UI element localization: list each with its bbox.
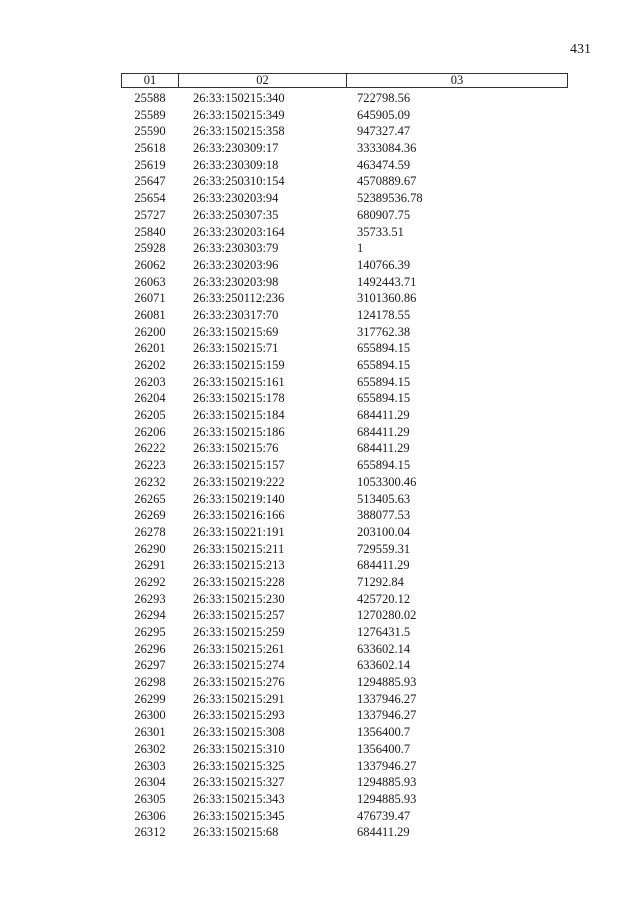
- table-cell-02: 26:33:150215:211: [193, 541, 285, 556]
- table-cell-01: 26295: [134, 625, 166, 639]
- table-cell-02: 26:33:150215:230: [193, 591, 285, 606]
- table-cell-01: 25619: [134, 157, 166, 172]
- table-cell-03: 425720.12: [357, 591, 411, 606]
- table-cell-02: 26:33:150215:71: [193, 341, 279, 356]
- table-cell-03: 463474.59: [357, 157, 411, 172]
- table-cell-03: 513405.63: [357, 491, 411, 506]
- table-row: [121, 407, 568, 424]
- table-cell-02: 26:33:150215:310: [193, 741, 285, 756]
- table-cell-02: 26:33:230303:79: [193, 241, 279, 256]
- table-cell-03: 1276431.5: [357, 625, 411, 639]
- table-cell-02: 26:33:150221:191: [193, 524, 285, 539]
- table-cell-03: 633602.14: [357, 641, 411, 656]
- table-row: [121, 457, 568, 474]
- table-cell-02: 26:33:150215:293: [193, 708, 285, 723]
- table-row: [121, 157, 568, 174]
- table-cell-03: 388077.53: [357, 508, 411, 523]
- table-cell-02: 26:33:150215:257: [193, 608, 285, 623]
- table-cell-03: 317762.38: [357, 324, 411, 339]
- table-cell-02: 26:33:150215:68: [193, 825, 279, 840]
- table-row: [121, 791, 568, 808]
- table-cell-01: 25590: [134, 124, 166, 139]
- table-row: [121, 657, 568, 674]
- table-cell-02: 26:33:150215:343: [193, 791, 285, 806]
- table-row: [121, 674, 568, 691]
- table-row: [121, 290, 568, 307]
- table-cell-03: 684411.29: [357, 441, 410, 456]
- table-cell-02: 26:33:150215:161: [193, 374, 285, 389]
- table-cell-02: 26:33:230203:98: [193, 274, 279, 289]
- table-cell-03: 655894.15: [357, 341, 411, 356]
- table-cell-03: 1337946.27: [357, 708, 417, 723]
- table-header: [121, 73, 568, 88]
- table-cell-03: 1270280.02: [357, 608, 417, 623]
- table-cell-02: 26:33:150215:345: [193, 808, 285, 823]
- table-row: [121, 758, 568, 775]
- table-cell-03: 645905.09: [357, 107, 411, 122]
- table-cell-02: 26:33:150215:228: [193, 574, 285, 589]
- table-cell-01: 26062: [134, 257, 166, 272]
- table-cell-01: 26200: [134, 324, 166, 339]
- table-row: [121, 624, 568, 641]
- table-cell-01: 26292: [134, 574, 166, 589]
- table-cell-02: 26:33:150215:184: [193, 408, 285, 423]
- table-cell-02: 26:33:250310:154: [193, 174, 285, 189]
- table-row: [121, 424, 568, 441]
- table-row: [121, 808, 568, 825]
- table-row: [121, 557, 568, 574]
- table-cell-02: 26:33:150215:340: [193, 91, 285, 105]
- column-header-03: 03: [450, 73, 464, 87]
- table-cell-01: 26202: [134, 358, 166, 372]
- table-cell-02: 26:33:150215:274: [193, 658, 285, 673]
- table-cell-02: 26:33:150215:259: [193, 625, 285, 639]
- table-cell-01: 25618: [134, 141, 166, 156]
- table-row: [121, 224, 568, 241]
- table-row: [121, 190, 568, 207]
- table-body: [121, 90, 568, 841]
- table-cell-02: 26:33:150215:327: [193, 775, 285, 790]
- table-row: [121, 541, 568, 558]
- table-cell-03: 124178.55: [357, 307, 411, 322]
- table-cell-02: 26:33:150215:186: [193, 424, 285, 439]
- table-cell-01: 25928: [134, 241, 166, 256]
- table-cell-01: 26300: [134, 708, 166, 723]
- table-cell-01: 26203: [134, 374, 166, 389]
- table-cell-01: 26232: [134, 474, 166, 489]
- table-cell-03: 35733.51: [357, 224, 404, 239]
- table-cell-02: 26:33:230203:94: [193, 191, 279, 206]
- table-row: [121, 140, 568, 157]
- table-cell-01: 26293: [134, 591, 166, 606]
- table-cell-03: 1294885.93: [357, 675, 417, 690]
- table-row: [121, 207, 568, 224]
- table-row: [121, 274, 568, 291]
- table-row: [121, 324, 568, 341]
- table-cell-01: 26296: [134, 641, 166, 656]
- table-cell-02: 26:33:250112:236: [193, 291, 285, 306]
- table-cell-02: 26:33:150215:76: [193, 441, 279, 456]
- table-cell-03: 655894.15: [357, 374, 411, 389]
- table-row: [121, 440, 568, 457]
- table-cell-01: 26294: [134, 608, 166, 623]
- table-row: [121, 123, 568, 140]
- table-cell-03: 4570889.67: [357, 174, 417, 189]
- table-cell-01: 25588: [134, 91, 166, 105]
- table-cell-03: 1356400.7: [357, 725, 411, 740]
- table-cell-03: 1492443.71: [357, 274, 417, 289]
- table-cell-02: 26:33:150219:140: [193, 491, 285, 506]
- table-cell-01: 25589: [134, 107, 166, 122]
- table-cell-02: 26:33:250307:35: [193, 207, 279, 222]
- table-row: [121, 574, 568, 591]
- table-cell-03: 1: [357, 241, 364, 256]
- table-cell-03: 3101360.86: [357, 291, 417, 306]
- table-cell-02: 26:33:150215:276: [193, 675, 285, 690]
- page-number: 431: [570, 42, 591, 57]
- table-cell-02: 26:33:150219:222: [193, 474, 285, 489]
- table-cell-02: 26:33:150215:157: [193, 458, 285, 473]
- table-cell-03: 684411.29: [357, 408, 410, 423]
- table-row: [121, 491, 568, 508]
- table-row: [121, 374, 568, 391]
- table-cell-03: 655894.15: [357, 358, 411, 372]
- table-row: [121, 707, 568, 724]
- table-cell-03: 684411.29: [357, 825, 410, 840]
- table-cell-03: 684411.29: [357, 424, 410, 439]
- table-cell-01: 26222: [134, 441, 166, 456]
- table-cell-02: 26:33:230317:70: [193, 307, 279, 322]
- table-cell-03: 3333084.36: [357, 141, 417, 156]
- table-cell-01: 26304: [134, 775, 166, 790]
- table-cell-01: 25654: [134, 191, 166, 206]
- table-row: [121, 507, 568, 524]
- table-cell-01: 26298: [134, 675, 166, 690]
- table-cell-03: 1294885.93: [357, 791, 417, 806]
- table-cell-02: 26:33:150215:349: [193, 107, 285, 122]
- table-row: [121, 741, 568, 758]
- table-cell-01: 26071: [134, 291, 166, 306]
- table-row: [121, 524, 568, 541]
- table-cell-01: 26269: [134, 508, 166, 523]
- table-cell-02: 26:33:230309:17: [193, 141, 279, 156]
- table-row: [121, 591, 568, 608]
- column-header-01: 01: [122, 74, 179, 87]
- table-cell-03: 947327.47: [357, 124, 411, 139]
- table-cell-02: 26:33:150215:358: [193, 124, 285, 139]
- table-cell-02: 26:33:150215:261: [193, 641, 285, 656]
- table-cell-02: 26:33:150216:166: [193, 508, 285, 523]
- table-row: [121, 240, 568, 257]
- table-cell-01: 26278: [134, 524, 166, 539]
- table-row: [121, 774, 568, 791]
- table-cell-01: 25727: [134, 207, 166, 222]
- table-cell-03: 680907.75: [357, 207, 411, 222]
- table-row: [121, 691, 568, 708]
- table-cell-01: 26299: [134, 691, 166, 706]
- table-row: [121, 824, 568, 841]
- table-cell-03: 1053300.46: [357, 474, 417, 489]
- column-header-02: 02: [179, 74, 347, 87]
- table-row: [121, 307, 568, 324]
- table-cell-01: 26290: [134, 541, 166, 556]
- table-cell-02: 26:33:230203:164: [193, 224, 285, 239]
- table-cell-03: 655894.15: [357, 391, 411, 406]
- table-cell-01: 26205: [134, 408, 166, 423]
- table-cell-01: 26297: [134, 658, 166, 673]
- table-cell-01: 26204: [134, 391, 166, 406]
- table-cell-01: 26301: [134, 725, 166, 740]
- table-cell-01: 26305: [134, 791, 166, 806]
- table-cell-03: 684411.29: [357, 558, 410, 573]
- table-row: [121, 340, 568, 357]
- table-row: [121, 257, 568, 274]
- table-cell-01: 26265: [134, 491, 166, 506]
- table-cell-03: 1337946.27: [357, 758, 417, 773]
- table-cell-01: 26291: [134, 558, 166, 573]
- table-cell-02: 26:33:150215:159: [193, 358, 285, 372]
- table-cell-02: 26:33:230203:96: [193, 257, 279, 272]
- table-cell-01: 26312: [134, 825, 166, 840]
- table-row: [121, 607, 568, 624]
- table-cell-03: 1356400.7: [357, 741, 411, 756]
- table-cell-02: 26:33:150215:308: [193, 725, 285, 740]
- table-row: [121, 390, 568, 407]
- table-row: [121, 90, 568, 107]
- table-cell-02: 26:33:150215:291: [193, 691, 285, 706]
- table-cell-03: 71292.84: [357, 574, 404, 589]
- table-cell-03: 1294885.93: [357, 775, 417, 790]
- table-cell-03: 52389536.78: [357, 191, 423, 206]
- table-cell-01: 25647: [134, 174, 166, 189]
- table-cell-01: 26303: [134, 758, 166, 773]
- table-cell-01: 26081: [134, 307, 166, 322]
- table-row: [121, 641, 568, 658]
- table-cell-01: 26302: [134, 741, 166, 756]
- table-cell-01: 26206: [134, 424, 166, 439]
- table-row: [121, 173, 568, 190]
- table-cell-01: 25840: [134, 224, 166, 239]
- table-cell-01: 26201: [134, 341, 166, 356]
- table-row: [121, 357, 568, 374]
- table-cell-01: 26223: [134, 458, 166, 473]
- table-cell-03: 140766.39: [357, 257, 411, 272]
- table-cell-02: 26:33:150215:178: [193, 391, 285, 406]
- table-cell-02: 26:33:150215:213: [193, 558, 285, 573]
- table-row: [121, 107, 568, 124]
- table-cell-01: 26306: [134, 808, 166, 823]
- table-row: [121, 724, 568, 741]
- table-cell-02: 26:33:230309:18: [193, 157, 279, 172]
- table-cell-03: 476739.47: [357, 808, 411, 823]
- table-cell-03: 203100.04: [357, 524, 411, 539]
- table-cell-03: 633602.14: [357, 658, 411, 673]
- table-cell-02: 26:33:150215:69: [193, 324, 279, 339]
- table-cell-03: 655894.15: [357, 458, 411, 473]
- table-cell-01: 26063: [134, 274, 166, 289]
- table-cell-03: 722798.56: [357, 91, 411, 105]
- table-row: [121, 474, 568, 491]
- table-cell-02: 26:33:150215:325: [193, 758, 285, 773]
- table-cell-03: 729559.31: [357, 541, 411, 556]
- table-cell-03: 1337946.27: [357, 691, 417, 706]
